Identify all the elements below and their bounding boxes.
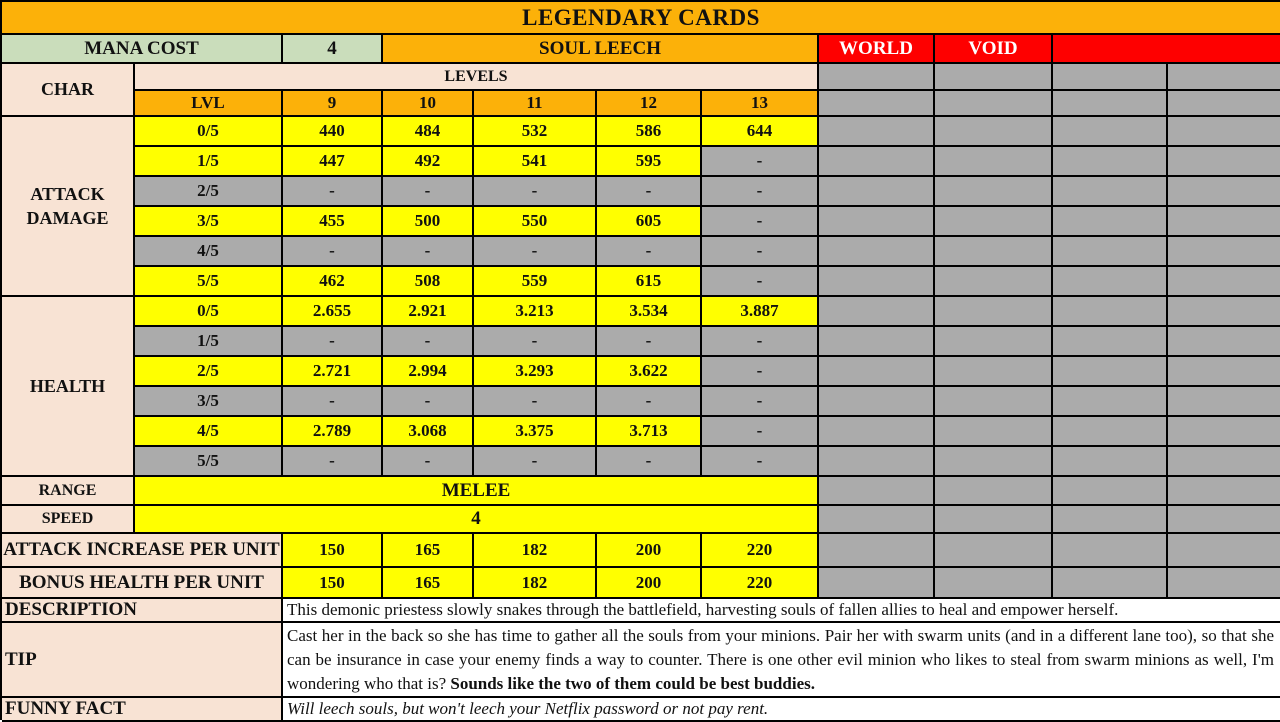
empty-grey-cell: [1053, 506, 1168, 534]
stat-value: -: [702, 357, 819, 387]
empty-grey-cell: [1053, 177, 1168, 207]
per-unit-value: 165: [383, 534, 474, 568]
empty-grey-cell: [1053, 417, 1168, 447]
empty-grey-cell: [819, 177, 935, 207]
empty-grey-cell: [1053, 117, 1168, 147]
empty-grey-cell: [1168, 177, 1280, 207]
empty-grey-cell: [935, 91, 1053, 117]
empty-grey-cell: [1053, 534, 1168, 568]
per-unit-value: 165: [383, 568, 474, 599]
empty-grey-cell: [1053, 267, 1168, 297]
stat-value: -: [702, 267, 819, 297]
stat-value: -: [283, 177, 383, 207]
stat-value: 440: [283, 117, 383, 147]
stat-value: 508: [383, 267, 474, 297]
stat-value: -: [597, 327, 702, 357]
speed-value: 4: [135, 506, 819, 534]
stat-value: 3.068: [383, 417, 474, 447]
stat-value: -: [702, 177, 819, 207]
empty-grey-cell: [819, 568, 935, 599]
tip-text: [283, 623, 1280, 698]
void-tag: VOID: [935, 35, 1053, 64]
levels-header: LEVELS: [135, 64, 819, 91]
level-column-header: 12: [597, 91, 702, 117]
empty-grey-cell: [1168, 387, 1280, 417]
tier-label: 5/5: [135, 447, 283, 477]
empty-grey-cell: [819, 267, 935, 297]
stat-value: -: [283, 327, 383, 357]
stat-value: -: [597, 387, 702, 417]
tier-label: 2/5: [135, 357, 283, 387]
empty-grey-cell: [819, 91, 935, 117]
funny-fact-text: Will leech souls, but won't leech your Netflix password or not pay rent.: [283, 698, 1280, 722]
empty-grey-cell: [1168, 447, 1280, 477]
stat-value: -: [474, 387, 597, 417]
stat-value: -: [702, 237, 819, 267]
tip-text-bold: Sounds like the two of them could be best buddies.: [450, 674, 815, 693]
empty-grey-cell: [1168, 64, 1280, 91]
stat-value: 3.713: [597, 417, 702, 447]
empty-grey-cell: [1053, 327, 1168, 357]
empty-grey-cell: [819, 534, 935, 568]
per-unit-label: BONUS HEALTH PER UNIT: [2, 568, 283, 599]
level-column-header: 13: [702, 91, 819, 117]
empty-grey-cell: [819, 117, 935, 147]
empty-grey-cell: [935, 327, 1053, 357]
stat-value: 462: [283, 267, 383, 297]
empty-grey-cell: [1168, 207, 1280, 237]
stat-value: -: [702, 387, 819, 417]
tip-label: TIP: [2, 623, 283, 698]
empty-grey-cell: [819, 447, 935, 477]
stat-value: 3.534: [597, 297, 702, 327]
tier-label: 1/5: [135, 147, 283, 177]
stat-value: -: [474, 237, 597, 267]
tier-label: 2/5: [135, 177, 283, 207]
tip-text-main: Cast her in the back so she has time to gather all the souls from your minions. Pair her with swarm units (and in a different lane too), so that she can be insurance in case your enemy finds a way to counter. There is one other evil minion who likes to steal from swarm minions as well, I'm wondering who that is?: [287, 626, 1274, 693]
stat-value: 559: [474, 267, 597, 297]
stat-value: 2.655: [283, 297, 383, 327]
per-unit-value: 150: [283, 568, 383, 599]
per-unit-value: 220: [702, 534, 819, 568]
level-column-header: 9: [283, 91, 383, 117]
stat-value: 3.213: [474, 297, 597, 327]
range-value: MELEE: [135, 477, 819, 506]
stat-value: -: [383, 447, 474, 477]
tier-label: 4/5: [135, 417, 283, 447]
stat-value: 541: [474, 147, 597, 177]
stat-value: 644: [702, 117, 819, 147]
empty-grey-cell: [1168, 147, 1280, 177]
stat-value: 484: [383, 117, 474, 147]
description-label: DESCRIPTION: [2, 599, 283, 623]
stat-value: -: [702, 207, 819, 237]
empty-grey-cell: [819, 64, 935, 91]
empty-grey-cell: [935, 147, 1053, 177]
card-name: SOUL LEECH: [383, 35, 819, 64]
funny-fact-label: FUNNY FACT: [2, 698, 283, 722]
empty-grey-cell: [1053, 91, 1168, 117]
stat-value: -: [597, 447, 702, 477]
stat-value: -: [702, 447, 819, 477]
stat-value: 492: [383, 147, 474, 177]
stat-value: -: [597, 177, 702, 207]
mana-cost-label: MANA COST: [2, 35, 283, 64]
attack-damage-section-label: ATTACK DAMAGE: [2, 117, 135, 297]
empty-grey-cell: [1053, 477, 1168, 506]
empty-grey-cell: [1168, 357, 1280, 387]
empty-grey-cell: [1053, 357, 1168, 387]
empty-grey-cell: [1168, 568, 1280, 599]
stat-value: -: [283, 237, 383, 267]
stat-value: 455: [283, 207, 383, 237]
per-unit-value: 220: [702, 568, 819, 599]
stat-value: 605: [597, 207, 702, 237]
empty-grey-cell: [1168, 506, 1280, 534]
per-unit-value: 182: [474, 568, 597, 599]
stat-value: 3.887: [702, 297, 819, 327]
empty-grey-cell: [819, 297, 935, 327]
level-column-header: 11: [474, 91, 597, 117]
mana-cost-value: 4: [283, 35, 383, 64]
empty-grey-cell: [819, 477, 935, 506]
empty-grey-cell: [1168, 117, 1280, 147]
empty-grey-cell: [1168, 267, 1280, 297]
tier-label: 1/5: [135, 327, 283, 357]
level-column-header: 10: [383, 91, 474, 117]
empty-grey-cell: [819, 357, 935, 387]
stat-value: 532: [474, 117, 597, 147]
empty-grey-cell: [1053, 387, 1168, 417]
empty-grey-cell: [1168, 417, 1280, 447]
stat-value: -: [474, 447, 597, 477]
stat-value: 447: [283, 147, 383, 177]
stat-value: -: [597, 237, 702, 267]
empty-grey-cell: [819, 417, 935, 447]
empty-grey-cell: [935, 417, 1053, 447]
empty-grey-cell: [1168, 91, 1280, 117]
char-label: CHAR: [2, 64, 135, 117]
empty-grey-cell: [935, 237, 1053, 267]
tier-label: 0/5: [135, 117, 283, 147]
empty-grey-cell: [1053, 447, 1168, 477]
stat-value: -: [283, 387, 383, 417]
per-unit-value: 200: [597, 534, 702, 568]
tier-label: 3/5: [135, 387, 283, 417]
empty-grey-cell: [1053, 297, 1168, 327]
stat-value: -: [702, 417, 819, 447]
empty-grey-cell: [935, 267, 1053, 297]
stat-value: 595: [597, 147, 702, 177]
per-unit-value: 150: [283, 534, 383, 568]
empty-grey-cell: [935, 447, 1053, 477]
empty-grey-cell: [935, 357, 1053, 387]
empty-grey-cell: [935, 117, 1053, 147]
empty-grey-cell: [819, 237, 935, 267]
empty-grey-cell: [819, 207, 935, 237]
stat-value: 2.921: [383, 297, 474, 327]
tier-label: 5/5: [135, 267, 283, 297]
stat-value: 3.375: [474, 417, 597, 447]
empty-grey-cell: [935, 477, 1053, 506]
empty-grey-cell: [1168, 297, 1280, 327]
stat-value: 3.622: [597, 357, 702, 387]
world-tag: WORLD: [819, 35, 935, 64]
empty-grey-cell: [935, 207, 1053, 237]
stat-value: -: [702, 327, 819, 357]
empty-grey-cell: [819, 387, 935, 417]
stat-value: -: [383, 387, 474, 417]
stat-value: -: [383, 177, 474, 207]
stat-value: -: [383, 327, 474, 357]
per-unit-label: ATTACK INCREASE PER UNIT: [2, 534, 283, 568]
stat-value: -: [383, 237, 474, 267]
empty-grey-cell: [935, 506, 1053, 534]
empty-grey-cell: [935, 297, 1053, 327]
range-label: RANGE: [2, 477, 135, 506]
tier-label: 3/5: [135, 207, 283, 237]
empty-grey-cell: [1053, 147, 1168, 177]
stat-value: 615: [597, 267, 702, 297]
empty-grey-cell: [1053, 568, 1168, 599]
empty-grey-cell: [819, 327, 935, 357]
empty-grey-cell: [1168, 237, 1280, 267]
empty-grey-cell: [1053, 64, 1168, 91]
empty-grey-cell: [935, 534, 1053, 568]
tier-label: 0/5: [135, 297, 283, 327]
empty-grey-cell: [1168, 477, 1280, 506]
stat-value: 2.721: [283, 357, 383, 387]
empty-grey-cell: [1053, 207, 1168, 237]
stat-value: -: [283, 447, 383, 477]
page-title: LEGENDARY CARDS: [2, 2, 1280, 35]
stat-value: -: [474, 327, 597, 357]
empty-grey-cell: [1053, 237, 1168, 267]
empty-grey-cell: [935, 387, 1053, 417]
empty-grey-cell: [1168, 534, 1280, 568]
stat-value: 2.994: [383, 357, 474, 387]
empty-grey-cell: [819, 147, 935, 177]
per-unit-value: 182: [474, 534, 597, 568]
empty-red-cell: [1053, 35, 1280, 64]
stat-value: 586: [597, 117, 702, 147]
empty-grey-cell: [819, 506, 935, 534]
empty-grey-cell: [935, 177, 1053, 207]
lvl-column-label: LVL: [135, 91, 283, 117]
health-section-label: HEALTH: [2, 297, 135, 477]
speed-label: SPEED: [2, 506, 135, 534]
stat-value: -: [474, 177, 597, 207]
stat-value: 2.789: [283, 417, 383, 447]
stat-value: -: [702, 147, 819, 177]
empty-grey-cell: [935, 64, 1053, 91]
stat-value: 500: [383, 207, 474, 237]
empty-grey-cell: [935, 568, 1053, 599]
per-unit-value: 200: [597, 568, 702, 599]
tier-label: 4/5: [135, 237, 283, 267]
stat-value: 550: [474, 207, 597, 237]
description-text: This demonic priestess slowly snakes through the battlefield, harvesting souls of fallen allies to heal and empower herself.: [283, 599, 1280, 623]
empty-grey-cell: [1168, 327, 1280, 357]
stat-value: 3.293: [474, 357, 597, 387]
